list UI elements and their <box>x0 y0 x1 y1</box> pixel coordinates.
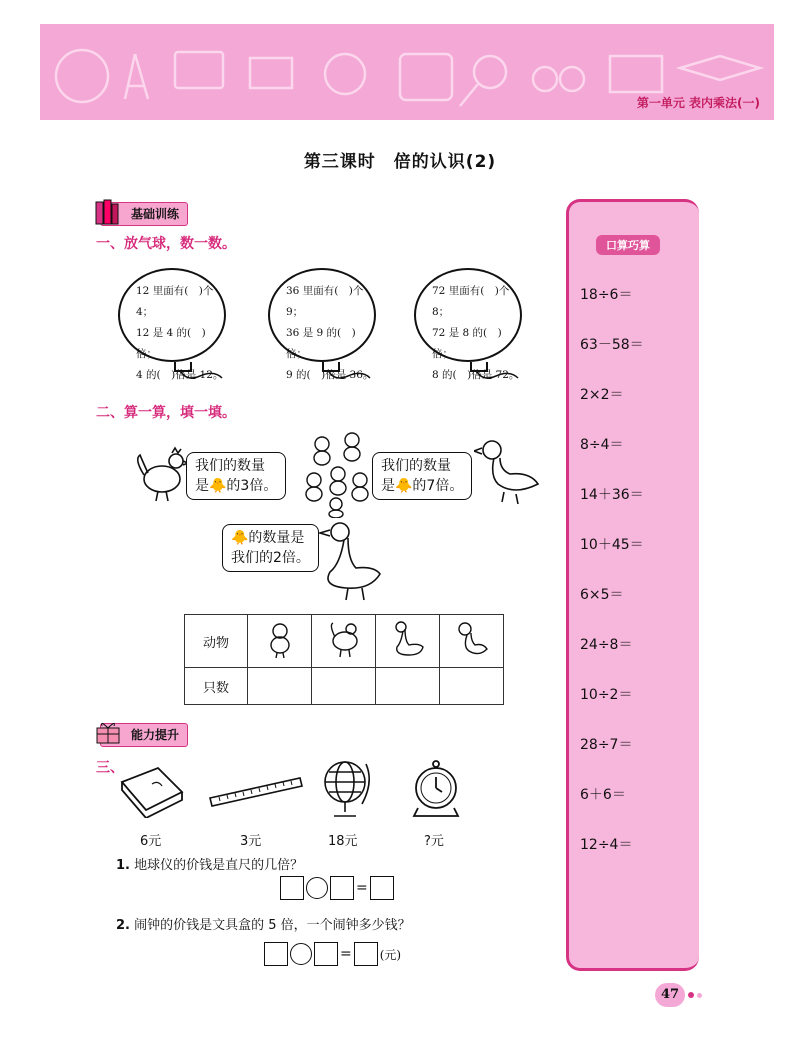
operator-circle[interactable] <box>290 943 312 965</box>
table-cell <box>248 615 312 668</box>
balloon-string <box>472 366 522 386</box>
mental-math-item[interactable]: 63－58＝ <box>580 337 644 353</box>
question-2 <box>116 914 411 933</box>
rooster-speech-bubble <box>186 452 286 500</box>
unit-label: 第一单元 表内乘法(一) <box>636 96 760 110</box>
question-1 <box>116 854 303 873</box>
mental-math-item[interactable]: 8÷4＝ <box>580 437 624 453</box>
balloon-3 <box>414 268 522 381</box>
bubble-line: 🐥的数量是 <box>231 530 305 546</box>
mental-math-item[interactable]: 24÷8＝ <box>580 637 633 653</box>
count-input-cell[interactable] <box>312 668 376 705</box>
gift-icon <box>94 718 122 746</box>
rooster-icon <box>130 445 190 503</box>
answer-box[interactable] <box>314 942 338 966</box>
dot-icon <box>688 992 694 998</box>
mental-math-item[interactable]: 6＋6＝ <box>580 787 626 803</box>
question-number: 1. <box>116 858 130 873</box>
balloon-string <box>324 366 374 386</box>
balloon-line: 8 的( )倍是 72。 <box>432 369 520 381</box>
price-label: 6元 <box>140 834 162 849</box>
table-header-cell: 动物 <box>185 615 248 668</box>
page-title: 第三课时 倍的认识(2) <box>303 152 497 172</box>
mental-math-item[interactable]: 6×5＝ <box>580 587 624 603</box>
basic-training-label: 基础训练 <box>131 207 180 221</box>
question-text: 闹钟的价钱是文具盒的 5 倍，一个闹钟多少钱？ <box>134 918 411 933</box>
duck-speech-bubble <box>372 452 472 500</box>
goose-icon <box>391 619 425 659</box>
balloon-line: 36 是 9 的( )倍； <box>286 327 356 360</box>
chicks-group-icon <box>302 428 372 518</box>
animals-table <box>184 614 504 705</box>
price-label: 3元 <box>240 834 262 849</box>
equals-sign: = <box>356 880 368 896</box>
rooster-icon <box>327 619 361 659</box>
globe-icon <box>318 754 372 820</box>
count-input-cell[interactable] <box>440 668 504 705</box>
bubble-line: 我们的数量 <box>381 458 451 474</box>
answer-box[interactable] <box>354 942 378 966</box>
answer-box[interactable] <box>370 876 394 900</box>
balloon-string <box>176 366 226 386</box>
table-cell <box>376 615 440 668</box>
chick-icon <box>265 619 295 659</box>
balloon-line: 72 里面有( )个 8； <box>432 285 510 318</box>
count-input-cell[interactable] <box>248 668 312 705</box>
answer-box[interactable] <box>330 876 354 900</box>
operator-circle[interactable] <box>306 877 328 899</box>
ruler-icon <box>206 772 306 812</box>
alarm-clock-icon <box>408 758 464 820</box>
mental-math-item[interactable]: 10＋45＝ <box>580 537 644 553</box>
equation-2 <box>264 942 403 966</box>
balloon-line: 36 里面有( )个 9； <box>286 285 364 318</box>
equation-1 <box>280 876 394 900</box>
answer-box[interactable] <box>280 876 304 900</box>
mental-math-title: 口算巧算 <box>596 235 660 255</box>
question-text: 地球仪的价钱是直尺的几倍？ <box>134 858 304 873</box>
section-1-heading: 一、放气球，数一数。 <box>96 236 236 252</box>
duck-icon <box>474 436 542 508</box>
balloon-2 <box>268 268 376 381</box>
table-cell <box>440 615 504 668</box>
unit-label: (元) <box>379 947 402 962</box>
mental-math-item[interactable]: 28÷7＝ <box>580 737 633 753</box>
pencil-case-icon <box>116 762 186 818</box>
balloon-1 <box>118 268 226 381</box>
section-2-heading: 二、算一算，填一填。 <box>96 405 236 421</box>
count-input-cell[interactable] <box>376 668 440 705</box>
mental-math-item[interactable]: 18÷6＝ <box>580 287 633 303</box>
balloon-line: 4 的( )倍是 12。 <box>136 369 224 381</box>
dot-icon <box>697 993 702 998</box>
duck-icon <box>455 619 489 659</box>
balloon-line: 9 的( )倍是 36。 <box>286 369 374 381</box>
mental-math-item[interactable]: 2×2＝ <box>580 387 624 403</box>
books-icon <box>94 198 120 226</box>
balloon-line: 12 里面有( )个 4； <box>136 285 214 318</box>
goose-icon <box>318 520 388 604</box>
equals-sign: = <box>340 946 352 962</box>
mental-math-item[interactable]: 10÷2＝ <box>580 687 633 703</box>
bubble-line: 是🐥的3倍。 <box>195 478 278 494</box>
price-label: 18元 <box>328 834 358 849</box>
table-cell <box>312 615 376 668</box>
balloon-line: 72 是 8 的( )倍； <box>432 327 502 360</box>
mental-math-item[interactable]: 14＋36＝ <box>580 487 644 503</box>
bubble-line: 我们的数量 <box>195 458 265 474</box>
question-number: 2. <box>116 918 130 933</box>
answer-box[interactable] <box>264 942 288 966</box>
section-3-heading: 三、 <box>96 760 124 776</box>
page-number: 47 <box>655 983 685 1007</box>
balloon-line: 12 是 4 的( )倍； <box>136 327 206 360</box>
table-header-cell: 只数 <box>185 668 248 705</box>
goose-speech-bubble <box>222 524 319 572</box>
price-label: ?元 <box>424 834 444 849</box>
bubble-line: 我们的2倍。 <box>231 550 310 566</box>
bubble-line: 是🐥的7倍。 <box>381 478 464 494</box>
advanced-label: 能力提升 <box>131 728 180 742</box>
mental-math-item[interactable]: 12÷4＝ <box>580 837 633 853</box>
